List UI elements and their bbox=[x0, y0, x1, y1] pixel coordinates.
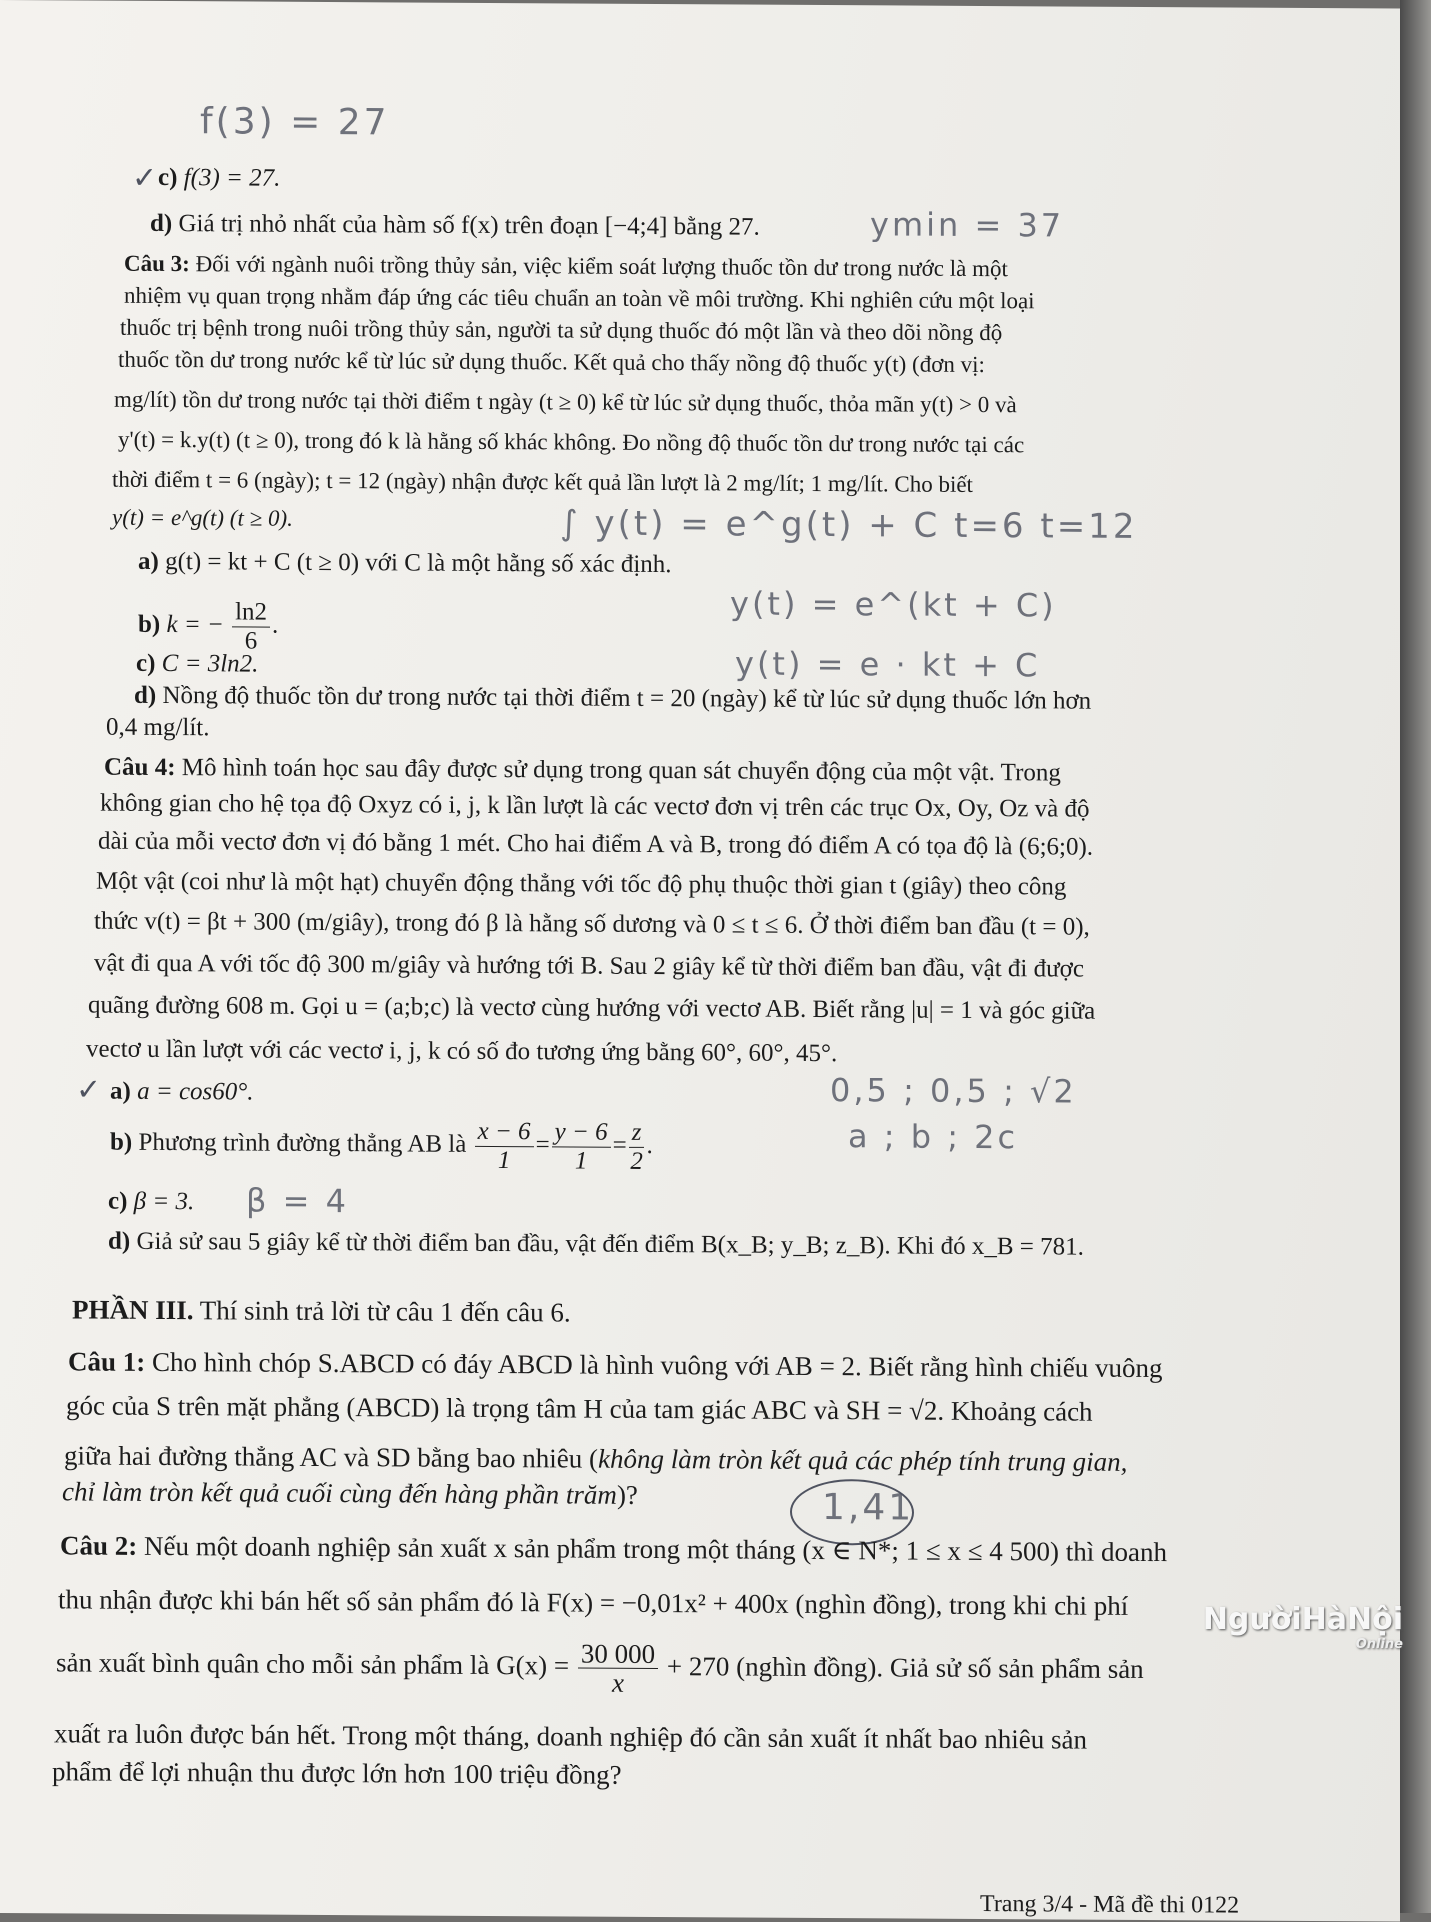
q3-option-d: d) Nồng độ thuốc tồn dư trong nước tại thời điểm t = 20 (ngày) kể từ lúc sử dụng thuốc lớn hơn bbox=[134, 681, 1092, 715]
p3-question-1-line: góc của S trên mặt phẳng (ABCD) là trọng tâm H của tam giác ABC và SH = √2. Khoảng cách bbox=[66, 1390, 1093, 1427]
question-3-line: thời điểm t = 6 (ngày); t = 12 (ngày) nhận được kết quả lần lượt là 2 mg/lít; 1 mg/lít. Cho biết bbox=[112, 466, 973, 497]
p3-question-2-line-1: Câu 2: Nếu một doanh nghiệp sản xuất x sản phẩm trong một tháng (x ∈ N*; 1 ≤ x ≤ 4 500) thì doanh bbox=[60, 1530, 1167, 1568]
p3-question-1-line-1: Câu 1: Cho hình chóp S.ABCD có đáy ABCD là hình vuông với AB = 2. Biết rằng hình chiếu vuông bbox=[68, 1346, 1163, 1384]
question-3-line: mg/lít) tồn dư trong nước tại thời điểm t ngày (t ≥ 0) kể từ lúc sử dụng thuốc, thỏa mãn y(t) > 0 và bbox=[114, 386, 1017, 418]
handwritten-note: ∫ y(t) = e^g(t) + C t=6 t=12 bbox=[560, 503, 1138, 547]
question-3-line: nhiệm vụ quan trọng nhằm đáp ứng các tiêu chuẩn an toàn về môi trường. Khi nghiên cứu một loại bbox=[124, 282, 1035, 314]
fraction: $\frac{\ln 2}{6}$ bbox=[232, 598, 270, 655]
handwritten-note: y(t) = e · kt + C bbox=[735, 644, 1041, 685]
q4-option-a: a) a = cos60°. bbox=[110, 1077, 254, 1106]
question-3-line: thuốc trị bệnh trong nuôi trồng thủy sản, người ta sử dụng thuốc đó một lần và theo dõi nồng độ bbox=[120, 314, 1003, 346]
handwritten-note: 0,5 ; 0,5 ; √2 bbox=[830, 1071, 1077, 1111]
question-4-line: không gian cho hệ tọa độ Oxyz có i, j, k lần lượt là các vectơ đơn vị trên các trục Ox, Oy, Oz và độ bbox=[100, 789, 1090, 823]
fraction: $\frac{y - 6}{1}$ bbox=[552, 1118, 611, 1175]
option-c: c) f(3) = 27. bbox=[158, 163, 281, 192]
q3-option-d-cont: 0,4 mg/lít. bbox=[106, 713, 210, 742]
p3-question-2-line: phẩm để lợi nhuận thu được lớn hơn 100 triệu đồng? bbox=[52, 1756, 622, 1790]
handwritten-answer: 1,41 bbox=[822, 1487, 915, 1529]
q3-option-a: a) g(t) = kt + C (t ≥ 0) với C là một hằng số xác định. bbox=[138, 547, 672, 579]
page-footer: Trang 3/4 - Mã đề thi 0122 bbox=[980, 1890, 1240, 1919]
watermark-logo: NgườiHàNội Online bbox=[1202, 1602, 1403, 1652]
question-4-line: vật đi qua A với tốc độ 300 m/giây và hướng tới B. Sau 2 giây kể từ thời điểm ban đầu, vật đi được bbox=[94, 949, 1084, 983]
handwritten-note: β = 4 bbox=[246, 1181, 349, 1221]
handwritten-note: f(3) = 27 bbox=[200, 101, 390, 144]
check-mark-icon: ✓ bbox=[76, 1072, 102, 1108]
part-3-heading: PHẦN III. Thí sinh trả lời từ câu 1 đến câu 6. bbox=[72, 1294, 571, 1328]
fraction: $\frac{x - 6}{1}$ bbox=[475, 1118, 534, 1175]
question-3-line: y(t) = e^g(t) (t ≥ 0). bbox=[112, 504, 293, 531]
q4-option-d: d) Giả sử sau 5 giây kể từ thời điểm ban đầu, vật đến điểm B(x_B; y_B; z_B). Khi đó x_B = 781. bbox=[108, 1227, 1084, 1261]
question-4-line-1: Câu 4: Mô hình toán học sau đây được sử dụng trong quan sát chuyển động của một vật. Trong bbox=[104, 753, 1061, 787]
p3-question-2-line: xuất ra luôn được bán hết. Trong một tháng, doanh nghiệp đó cần sản xuất ít nhất bao nhiêu sản bbox=[54, 1718, 1087, 1755]
handwritten-note: ymin = 37 bbox=[870, 205, 1065, 245]
handwritten-note: y(t) = e^(kt + C) bbox=[730, 584, 1057, 625]
q3-option-b: b) k = − $\frac{\ln 2}{6}$ . bbox=[138, 598, 279, 655]
question-3-line: y'(t) = k.y(t) (t ≥ 0), trong đó k là hằng số khác không. Đo nồng độ thuốc tồn dư trong nước tại các bbox=[118, 426, 1025, 458]
question-4-line: Một vật (coi như là một hạt) chuyển động thẳng với tốc độ phụ thuộc thời gian t (giây) theo công bbox=[96, 867, 1067, 901]
question-4-line: quãng đường 608 m. Gọi u = (a;b;c) là vectơ cùng hướng với vectơ AB. Biết rằng |u| = 1 và góc giữa bbox=[88, 991, 1096, 1025]
q4-option-b: b) Phương trình đường thẳng AB là $\frac{x - 6}{1}$ = $\frac{y - 6}{1}$ = $\frac{z}{2}$ . bbox=[110, 1117, 653, 1175]
page-edge bbox=[1400, 0, 1431, 1913]
p3-question-2-line: thu nhận được khi bán hết số sản phẩm đó là F(x) = −0,01x² + 400x (nghìn đồng), trong khi chi phí bbox=[58, 1584, 1129, 1621]
fraction: $\frac{30 000}{x}$ bbox=[578, 1640, 658, 1697]
q3-option-c: c) C = 3ln2. bbox=[136, 649, 259, 678]
question-4-line: thức v(t) = βt + 300 (m/giây), trong đó β là hằng số dương và 0 ≤ t ≤ 6. Ở thời điểm ban đầu (t = 0), bbox=[94, 907, 1090, 941]
q4-option-c: c) β = 3. bbox=[108, 1187, 195, 1216]
p3-question-1-line: chỉ làm tròn kết quả cuối cùng đến hàng phần trăm)? bbox=[62, 1476, 638, 1510]
handwritten-note: a ; b ; 2c bbox=[848, 1117, 1019, 1157]
question-3-line-1: Câu 3: Đối với ngành nuôi trồng thủy sản, việc kiểm soát lượng thuốc tồn dư trong nước là một bbox=[124, 250, 1008, 282]
p3-question-2-line: sản xuất bình quân cho mỗi sản phẩm là G(x) = $\frac{30 000}{x}$ + 270 (nghìn đồng). Giả sử số sản phẩm sản bbox=[56, 1638, 1144, 1699]
question-3-line: thuốc tồn dư trong nước kể từ lúc sử dụng thuốc. Kết quả cho thấy nồng độ thuốc y(t) (đơn vị: bbox=[118, 346, 985, 378]
p3-question-1-line: giữa hai đường thẳng AC và SD bằng bao nhiêu (không làm tròn kết quả các phép tính trung gian, bbox=[64, 1440, 1128, 1477]
question-4-line: dài của mỗi vectơ đơn vị đó bằng 1 mét. Cho hai điểm A và B, trong đó điểm A có tọa độ là (6;6;0). bbox=[98, 827, 1094, 861]
fraction: $\frac{z}{2}$ bbox=[630, 1118, 643, 1175]
question-4-line: vectơ u lần lượt với các vectơ i, j, k có số đo tương ứng bằng 60°, 60°, 45°. bbox=[86, 1035, 838, 1068]
check-mark-icon: ✓ bbox=[132, 160, 158, 196]
option-d: d) Giá trị nhỏ nhất của hàm số f(x) trên đoạn [−4;4] bằng 27. bbox=[150, 209, 760, 241]
